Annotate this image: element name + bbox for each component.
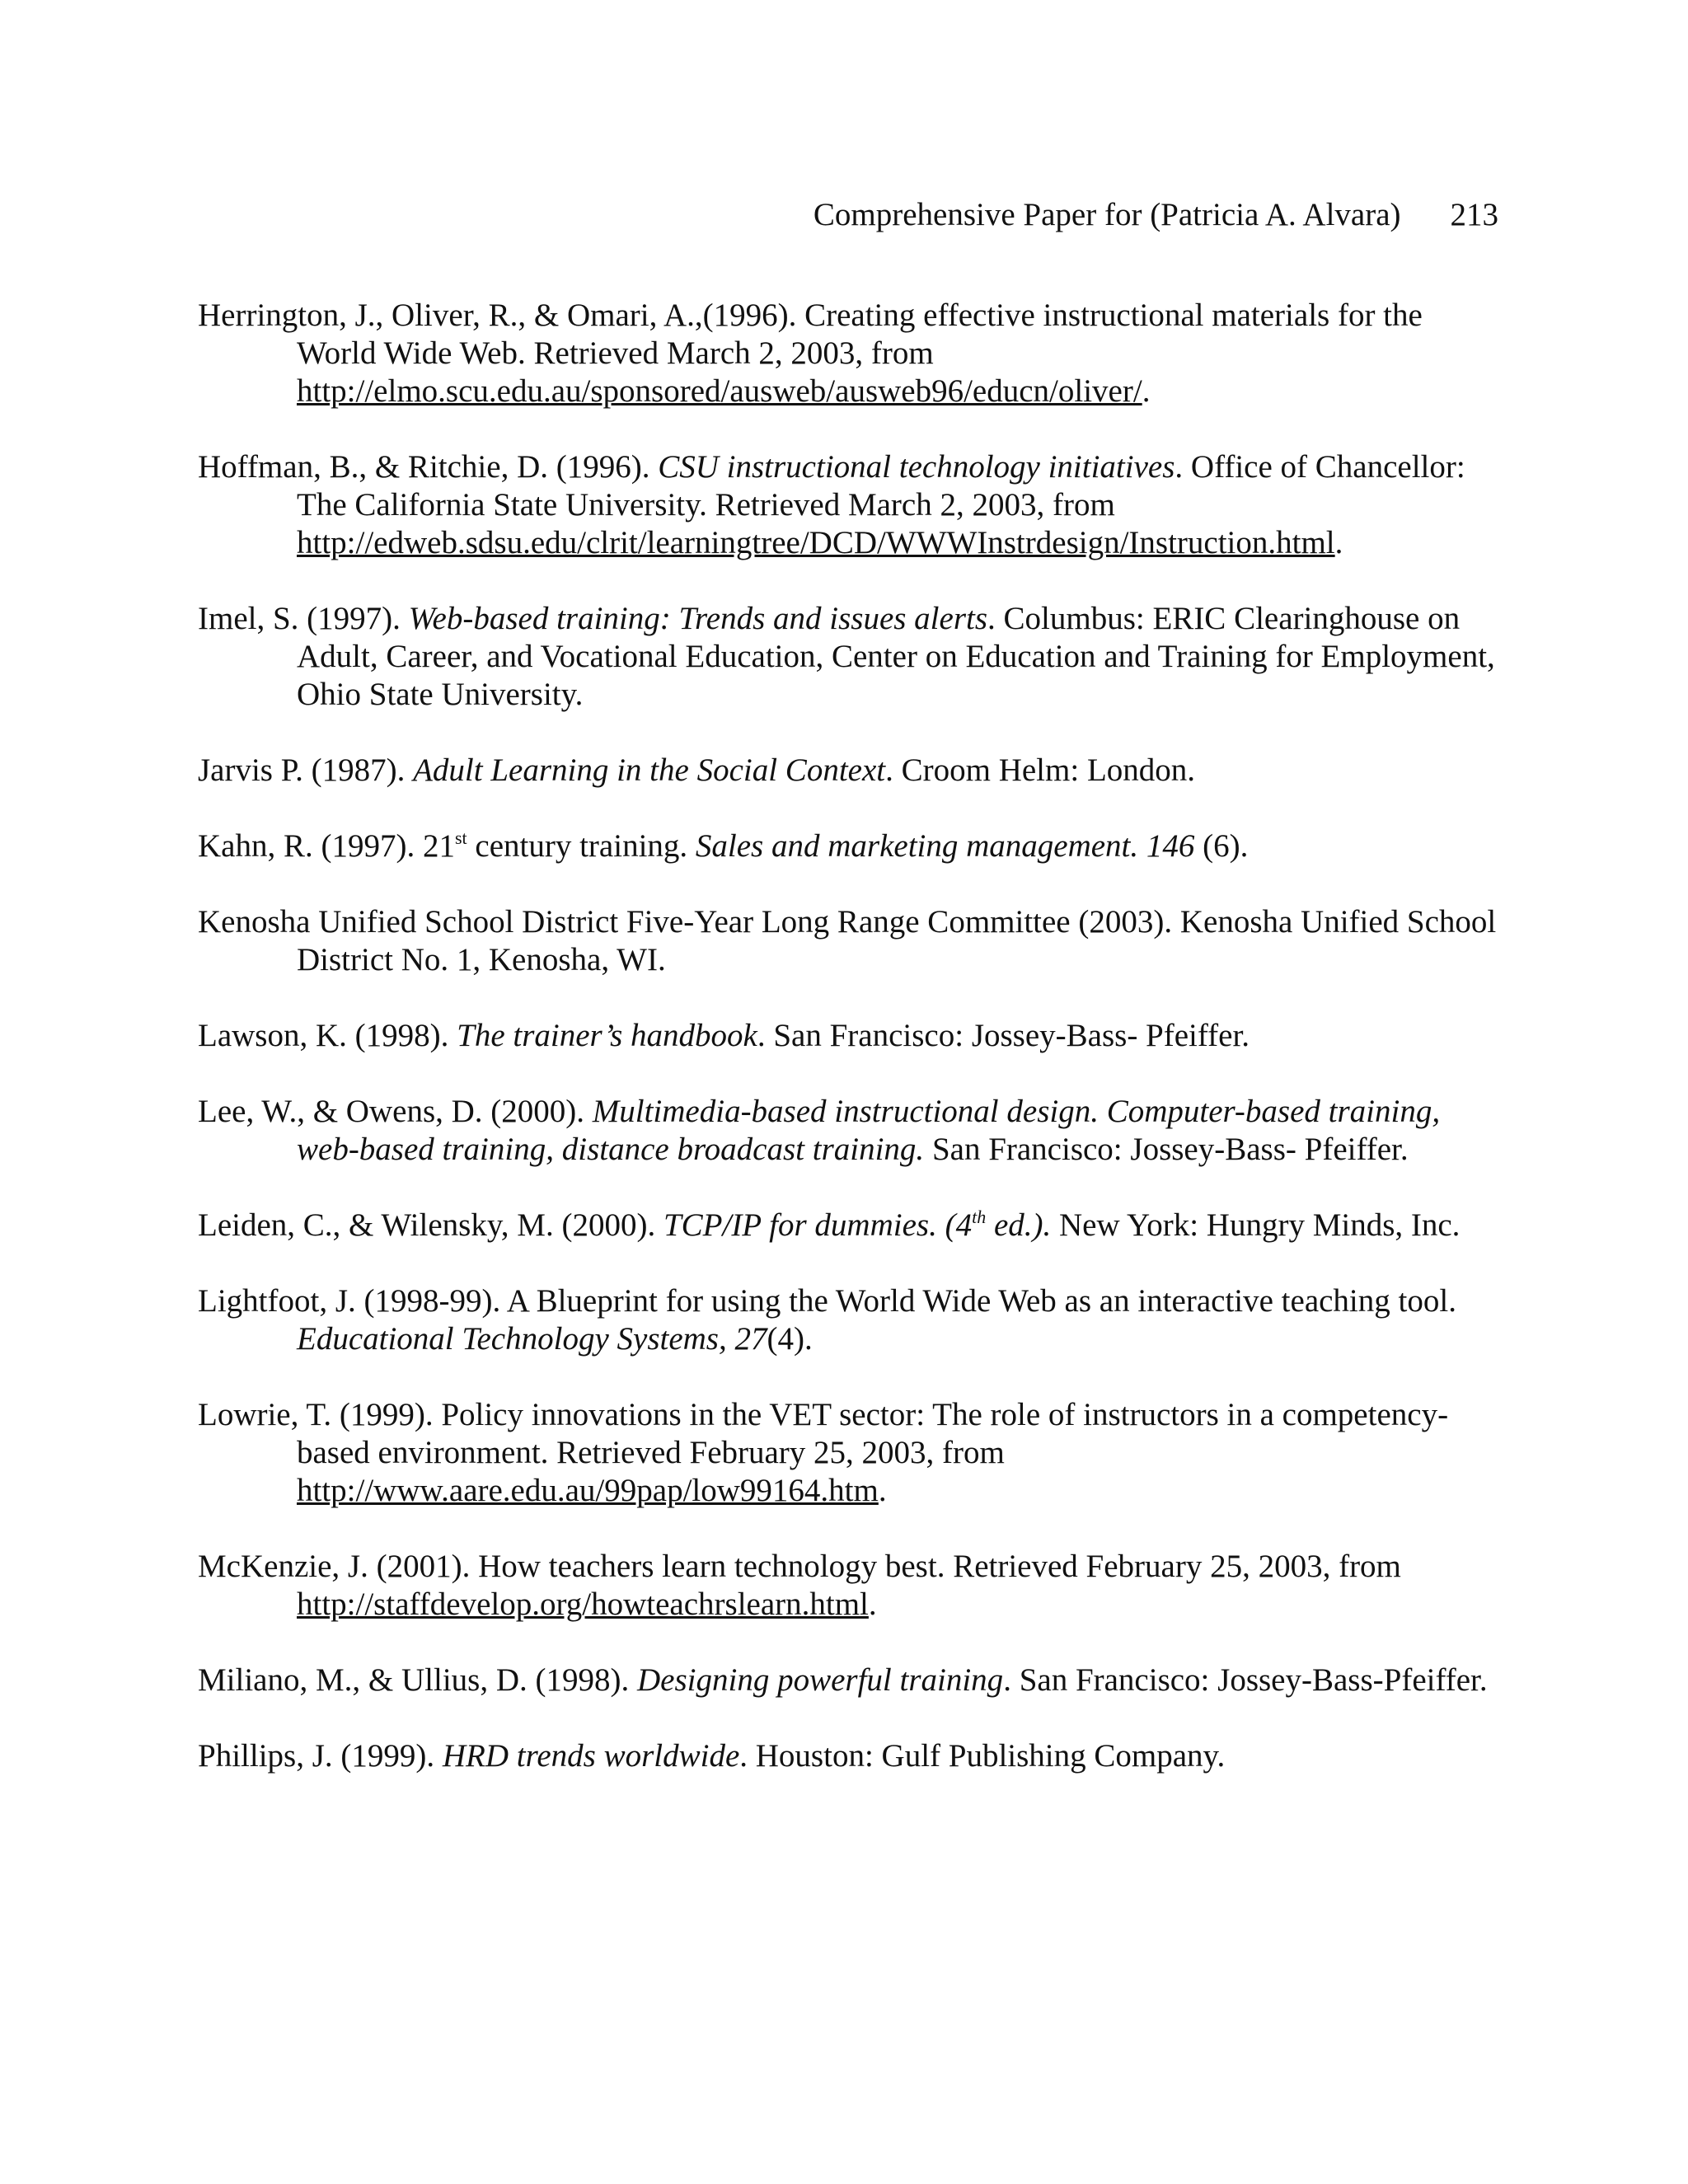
running-title: Comprehensive Paper for (Patricia A. Alvara) xyxy=(813,197,1401,232)
reference-link[interactable]: http://edweb.sdsu.edu/clrit/learningtree/DCD/WWWInstrdesign/Instruction.html xyxy=(297,525,1335,560)
reference-lee: Lee, W., & Owens, D. (2000). Multimedia-based instructional design. Computer-based training, web-based training, distance broadcast training. San Francisco: Jossey-Bass- Pfeiffer. xyxy=(198,1094,1441,1167)
page-number: 213 xyxy=(1450,197,1498,232)
reference-mckenzie: McKenzie, J. (2001). How teachers learn technology best. Retrieved February 25, 2003, from http://staffdevelop.org/howteachrslearn.html. xyxy=(198,1549,1401,1622)
reference-jarvis: Jarvis P. (1987). Adult Learning in the Social Context. Croom Helm: London. xyxy=(198,752,1196,788)
reference-link[interactable]: http://staffdevelop.org/howteachrslearn.html xyxy=(297,1586,869,1622)
running-head xyxy=(814,196,1498,234)
reference-phillips: Phillips, J. (1999). HRD trends worldwide. Houston: Gulf Publishing Company. xyxy=(198,1738,1226,1774)
reference-lowrie: Lowrie, T. (1999). Policy innovations in the VET sector: The role of instructors in a competency-based environment. Retrieved February 25, 2003, from http://www.aare.edu.au/99pap/low99164.htm. xyxy=(198,1397,1449,1508)
reference-herrington: Herrington, J., Oliver, R., & Omari, A.,(1996). Creating effective instructional materials for the World Wide Web. Retrieved March 2, 2003, from http://elmo.scu.edu.au/sponsored/ausweb/ausweb96/educn/oliver/. xyxy=(198,298,1423,409)
reference-kenosha: Kenosha Unified School District Five-Year Long Range Committee (2003). Kenosha Unified School District No. 1, Kenosha, WI. xyxy=(198,904,1497,977)
reference-leiden: Leiden, C., & Wilensky, M. (2000). TCP/IP for dummies. (4th ed.). New York: Hungry Minds, Inc. xyxy=(198,1207,1461,1243)
reference-link[interactable]: http://elmo.scu.edu.au/sponsored/ausweb/ausweb96/educn/oliver/ xyxy=(297,373,1142,409)
reference-link[interactable]: http://www.aare.edu.au/99pap/low99164.htm xyxy=(297,1473,879,1508)
reference-imel: Imel, S. (1997). Web-based training: Trends and issues alerts. Columbus: ERIC Clearinghouse on Adult, Career, and Vocational Education, Center on Education and Training for Employment, Ohio State University. xyxy=(198,601,1495,712)
reference-kahn: Kahn, R. (1997). 21st century training. Sales and marketing management. 146 (6). xyxy=(198,827,1249,864)
reference-hoffman: Hoffman, B., & Ritchie, D. (1996). CSU instructional technology initiatives. Office of Chancellor: The California State University. Retrieved March 2, 2003, from http://edweb.sdsu.edu/clrit/learningtree/DCD/WWWInstrdesign/Instruction.html. xyxy=(198,449,1465,560)
reference-list xyxy=(198,297,1500,1813)
reference-miliano: Miliano, M., & Ullius, D. (1998). Designing powerful training. San Francisco: Jossey-Bass-Pfeiffer. xyxy=(198,1662,1488,1698)
reference-lightfoot: Lightfoot, J. (1998-99). A Blueprint for using the World Wide Web as an interactive teaching tool. Educational Technology Systems, 27(4). xyxy=(198,1283,1456,1357)
reference-lawson: Lawson, K. (1998). The trainer’s handbook. San Francisco: Jossey-Bass- Pfeiffer. xyxy=(198,1018,1250,1053)
